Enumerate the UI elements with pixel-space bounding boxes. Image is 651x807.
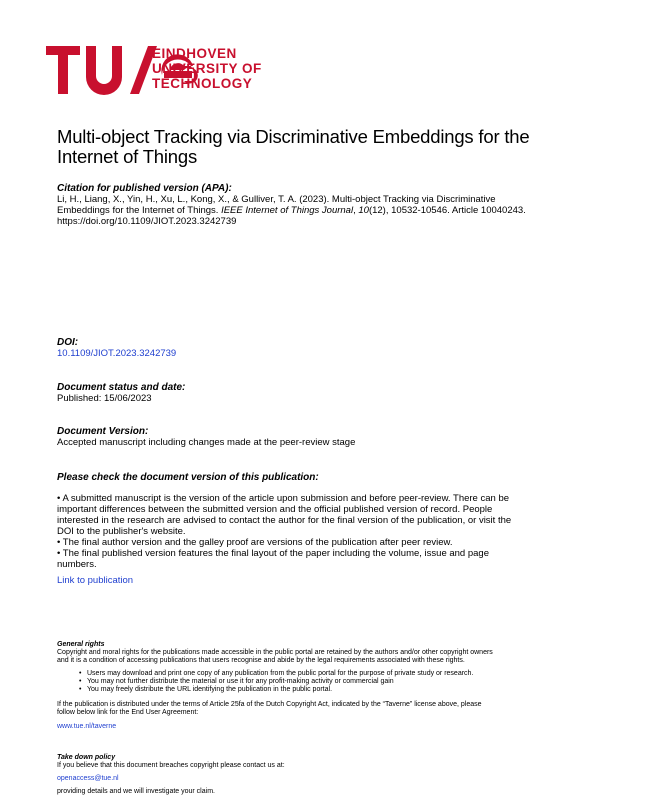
check-notes [57, 493, 602, 570]
check-label: Please check the document version of this publication: [57, 472, 319, 483]
publication-link[interactable]: Link to publication [57, 575, 134, 586]
version-label: Document Version: [57, 426, 149, 437]
version-section [57, 426, 602, 448]
rights-p1-line-1: Copyright and moral rights for the publications made accessible in the public portal are retained by the authors and/or other copyright owners [57, 649, 493, 656]
logo-line-2: UNIVERSITY OF [152, 61, 262, 76]
note-1-line-2: important differences between the submitted version and the official published version of record. People [57, 504, 493, 515]
note-1-line-4: DOI to the publisher's website. [57, 526, 186, 537]
note-1-line-1: • A submitted manuscript is the version of the article upon submission and before peer-review. There can be [57, 493, 510, 504]
doi-link[interactable]: 10.1109/JIOT.2023.3242739 [57, 348, 177, 359]
note-3-line-2: numbers. [57, 559, 97, 570]
list-item: • Users may download and print one copy of any publication from the public portal for the purpose of private study or research. [87, 670, 602, 678]
citation-doi-url[interactable]: https://doi.org/10.1109/JIOT.2023.3242739 [57, 216, 237, 227]
rights-p1-line-2: and it is a condition of accessing publications that users recognise and abide by the legal requirements associated with these rights. [57, 657, 465, 664]
rights-list [57, 670, 602, 694]
citation-line-2: Embeddings for the Internet of Things. IEEE Internet of Things Journal, 10(12), 10532-10546. Article 10040243. [57, 205, 526, 216]
note-1-line-3: interested in the research are advised to contact the author for the final version of the publication, or visit the [57, 515, 512, 526]
doi-label: DOI: [57, 337, 79, 348]
note-2: • The final author version and the galley proof are versions of the publication after peer review. [57, 537, 453, 548]
takedown-line-2: providing details and we will investigate your claim. [57, 788, 215, 795]
rights-p2-line-2: follow below link for the End User Agreement: [57, 709, 199, 716]
note-3-line-1: • The final published version features the final layout of the paper including the volume, issue and page [57, 548, 489, 559]
citation-section [57, 183, 602, 227]
takedown-section [57, 754, 602, 796]
logo-line-3: TECHNOLOGY [152, 76, 253, 91]
version-value: Accepted manuscript including changes made at the peer-review stage [57, 437, 356, 448]
taverne-link[interactable]: www.tue.nl/taverne [57, 723, 117, 730]
list-item: • You may freely distribute the URL identifying the publication in the public portal. [87, 686, 602, 694]
logo-line-1: EINDHOVEN [152, 46, 237, 61]
rights-p2-line-1: If the publication is distributed under the terms of Article 25fa of the Dutch Copyright Act, indicated by the “Taverne” license above, please [57, 701, 482, 708]
takedown-label: Take down policy [57, 754, 116, 761]
email-link[interactable]: openaccess@tue.nl [57, 775, 119, 782]
rights-label: General rights [57, 641, 105, 648]
doi-section [57, 337, 602, 359]
document-title: Multi-object Tracking via Discriminative Embeddings for the Internet of Things [57, 126, 530, 167]
status-value: Published: 15/06/2023 [57, 393, 152, 404]
rights-section [57, 641, 602, 731]
list-item: • You may not further distribute the material or use it for any profit-making activity or commercial gain [87, 678, 602, 686]
status-label: Document status and date: [57, 382, 186, 393]
takedown-line-1: If you believe that this document breaches copyright please contact us at: [57, 762, 285, 769]
university-name [152, 46, 262, 91]
citation-line-1: Li, H., Liang, X., Yin, H., Xu, L., Kong, X., & Gulliver, T. A. (2023). Multi-object Tracking via Discriminative [57, 194, 496, 205]
status-section [57, 382, 602, 404]
citation-label: Citation for published version (APA): [57, 183, 232, 194]
